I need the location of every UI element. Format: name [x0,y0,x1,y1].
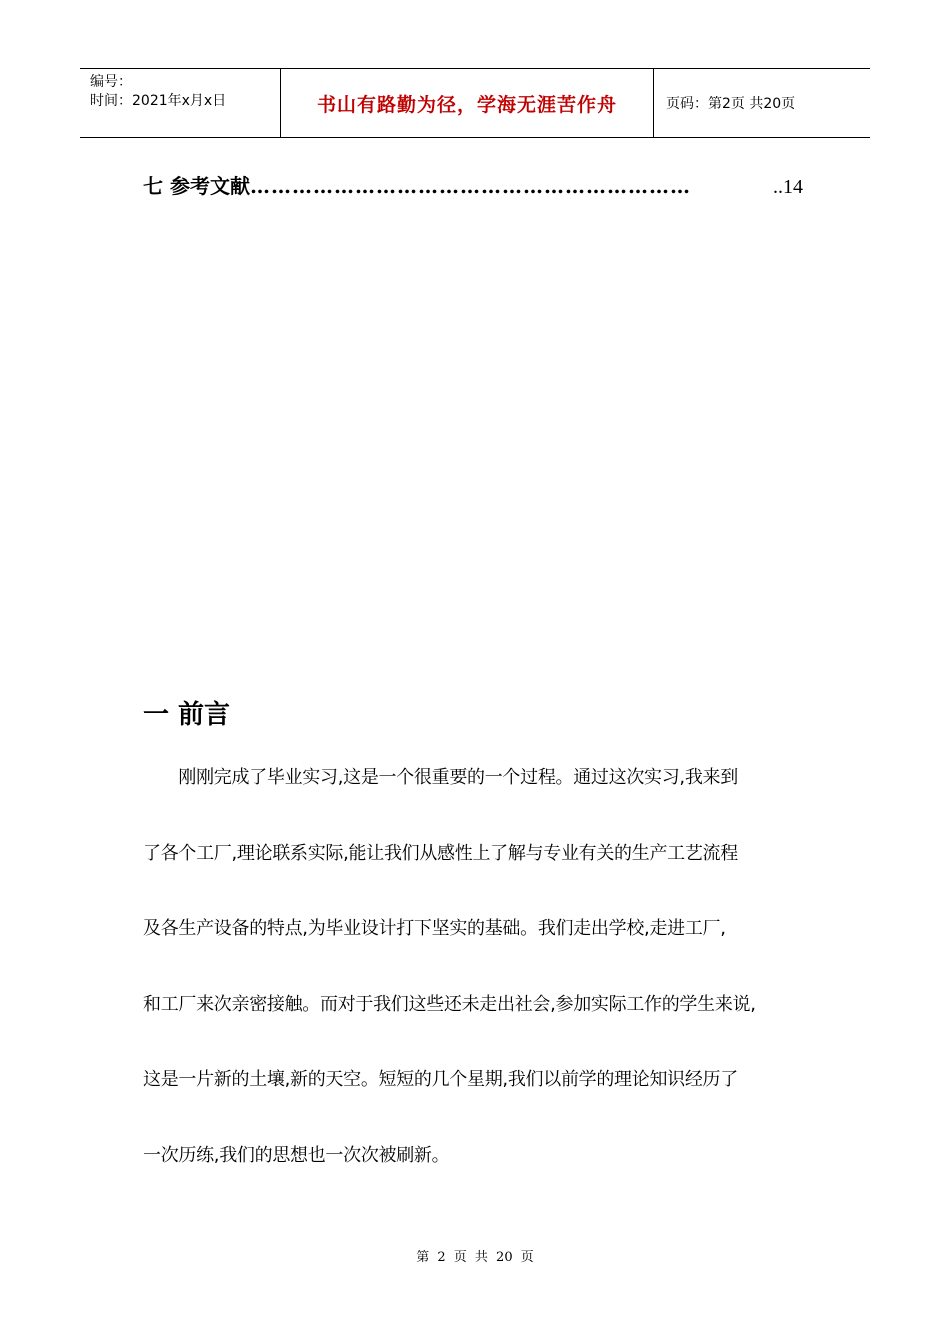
header-motto-cell [281,69,654,137]
header-meta-cell [80,69,281,137]
toc-entry-title: 七 参考文献 [143,174,250,198]
body-line: 这是一片新的土壤,新的天空。短短的几个星期,我们以前学的理论知识经历了 [143,1069,738,1090]
header-page-cell [654,69,870,137]
time-label: 时间：2021年x月x日 [90,93,227,109]
page-info: 页码：第2页 共20页 [666,96,796,112]
page-header [80,68,870,138]
body-line: 一次历练,我们的思想也一次次被刷新。 [143,1144,450,1166]
body-line: 和工厂来次亲密接触。而对于我们这些还未走出社会,参加实际工作的学生来说, [143,993,756,1015]
body-line: 刚刚完成了毕业实习,这是一个很重要的一个过程。通过这次实习,我来到 [143,767,738,788]
page-footer: 第 2 页 共 20 页 [416,1250,534,1265]
motto-text: 书山有路勤为径，学海无涯苦作舟 [316,93,617,116]
toc-entry-page: ..14 [773,176,803,198]
section-body [143,764,823,1217]
toc-leader-dots: ……………………………………………………… [249,174,691,198]
body-line: 及各生产设备的特点,为毕业设计打下坚实的基础。我们走出学校,走进工厂, [143,918,726,939]
serial-label: 编号： [90,74,132,90]
toc-entry[interactable] [143,170,803,202]
section-heading: 一 前言 [143,700,231,730]
body-line: 了各个工厂,理论联系实际,能让我们从感性上了解与专业有关的生产工艺流程 [143,842,738,864]
